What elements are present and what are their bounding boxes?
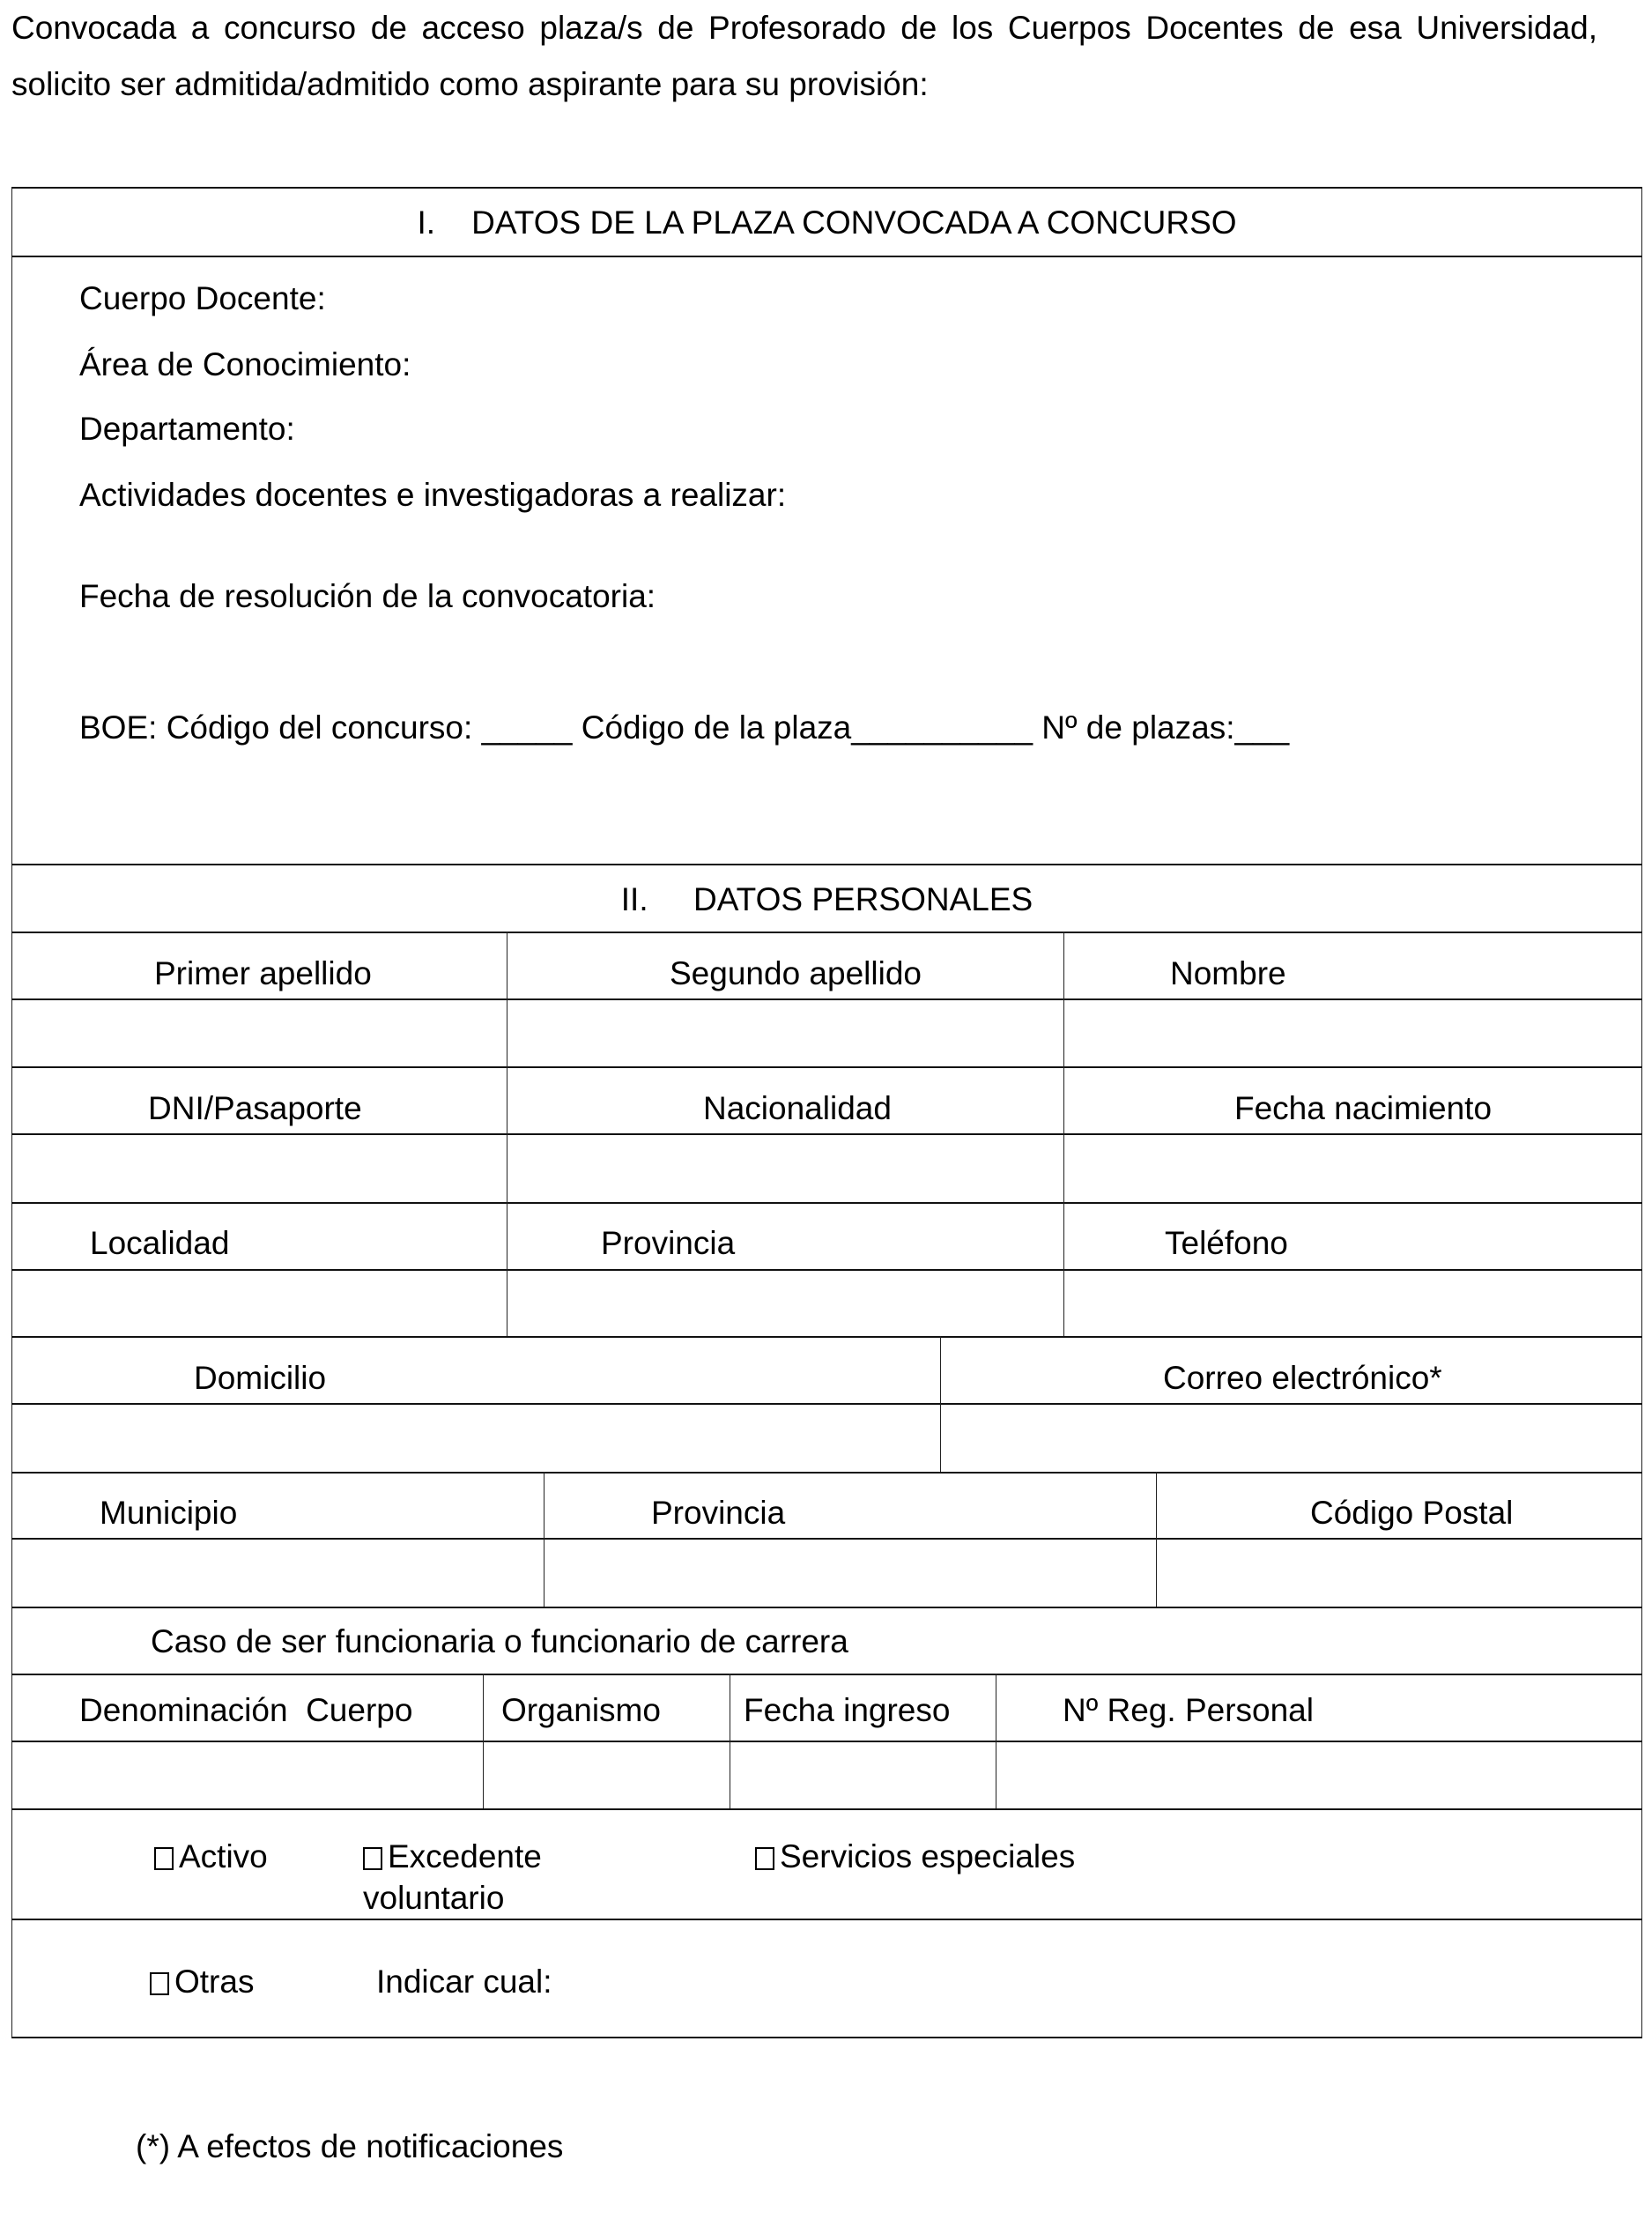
divider xyxy=(11,1472,1642,1474)
label-fecha-ingreso: Fecha ingreso xyxy=(744,1692,951,1728)
table-border-right xyxy=(1641,187,1642,2037)
checkbox-label-continued: voluntario xyxy=(363,1880,505,1916)
divider xyxy=(11,1269,1642,1271)
divider xyxy=(11,1336,1642,1338)
field-actividades: Actividades docentes e investigadoras a realizar: xyxy=(79,477,787,513)
label-provincia: Provincia xyxy=(601,1225,736,1261)
divider xyxy=(11,256,1642,257)
label-domicilio: Domicilio xyxy=(194,1360,327,1396)
field-fecha-resolucion: Fecha de resolución de la convocatoria: xyxy=(79,578,656,614)
column-divider xyxy=(1156,1472,1157,1607)
section-1-title: I. DATOS DE LA PLAZA CONVOCADA A CONCURSO xyxy=(417,204,1237,241)
label-denominacion-cuerpo: Denominación Cuerpo xyxy=(79,1692,413,1728)
label-correo: Correo electrónico* xyxy=(1163,1360,1442,1396)
label-reg-personal: Nº Reg. Personal xyxy=(1063,1692,1314,1728)
divider xyxy=(11,1538,1642,1540)
divider xyxy=(11,998,1642,1000)
column-divider xyxy=(483,1674,484,1808)
label-fecha-nacimiento: Fecha nacimiento xyxy=(1234,1090,1493,1126)
label-segundo-apellido: Segundo apellido xyxy=(670,955,922,991)
label-indicar-cual: Indicar cual: xyxy=(376,1963,552,2000)
divider xyxy=(11,1403,1642,1405)
divider xyxy=(11,1607,1642,1608)
checkbox-label: Activo xyxy=(179,1838,268,1874)
field-cuerpo-docente: Cuerpo Docente: xyxy=(79,280,326,316)
checkbox-otras[interactable] xyxy=(150,1963,254,2001)
divider xyxy=(11,1808,1642,1810)
column-divider xyxy=(940,1336,941,1472)
divider xyxy=(11,1133,1642,1135)
divider xyxy=(11,1066,1642,1068)
divider xyxy=(11,932,1642,933)
field-area-conocimiento: Área de Conocimiento: xyxy=(79,346,411,382)
intro-paragraph: Convocada a concurso de acceso plaza/s de Profesorado de los Cuerpos Docentes de esa Universidad, solicito ser admitida/admitido como aspirante para su provisión: xyxy=(11,10,1597,102)
divider xyxy=(11,864,1642,865)
label-provincia-2: Provincia xyxy=(651,1495,786,1531)
section-2-title: II. DATOS PERSONALES xyxy=(620,881,1033,917)
checkbox-icon[interactable] xyxy=(150,1972,169,1995)
checkbox-label: Excedente xyxy=(388,1838,542,1874)
checkbox-activo[interactable] xyxy=(154,1838,268,1875)
divider xyxy=(11,1741,1642,1742)
divider xyxy=(11,1919,1642,1920)
label-municipio: Municipio xyxy=(100,1495,238,1531)
divider xyxy=(11,2037,1642,2038)
divider xyxy=(11,1674,1642,1675)
checkbox-icon[interactable] xyxy=(363,1847,382,1870)
footnote: (*) A efectos de notificaciones xyxy=(136,2128,564,2164)
label-nombre: Nombre xyxy=(1170,955,1286,991)
funcionario-title: Caso de ser funcionaria o funcionario de carrera xyxy=(151,1623,848,1659)
checkbox-excedente[interactable] xyxy=(363,1838,542,1875)
label-codigo-postal: Código Postal xyxy=(1310,1495,1514,1531)
checkbox-servicios-especiales[interactable] xyxy=(755,1838,1075,1875)
checkbox-icon[interactable] xyxy=(154,1847,174,1870)
column-divider xyxy=(1063,932,1064,1336)
label-primer-apellido: Primer apellido xyxy=(154,955,372,991)
checkbox-label: Servicios especiales xyxy=(780,1838,1076,1874)
table-border-left xyxy=(11,187,12,2037)
field-boe-line: BOE: Código del concurso: _____ Código de la plaza__________ Nº de plazas:___ xyxy=(79,709,1290,746)
label-organismo: Organismo xyxy=(501,1692,661,1728)
divider xyxy=(11,187,1642,189)
label-dni: DNI/Pasaporte xyxy=(148,1090,362,1126)
label-nacionalidad: Nacionalidad xyxy=(703,1090,892,1126)
label-localidad: Localidad xyxy=(90,1225,230,1261)
checkbox-icon[interactable] xyxy=(755,1847,774,1870)
label-telefono: Teléfono xyxy=(1165,1225,1288,1261)
checkbox-label: Otras xyxy=(174,1963,255,2000)
field-departamento: Departamento: xyxy=(79,411,295,447)
divider xyxy=(11,1202,1642,1204)
